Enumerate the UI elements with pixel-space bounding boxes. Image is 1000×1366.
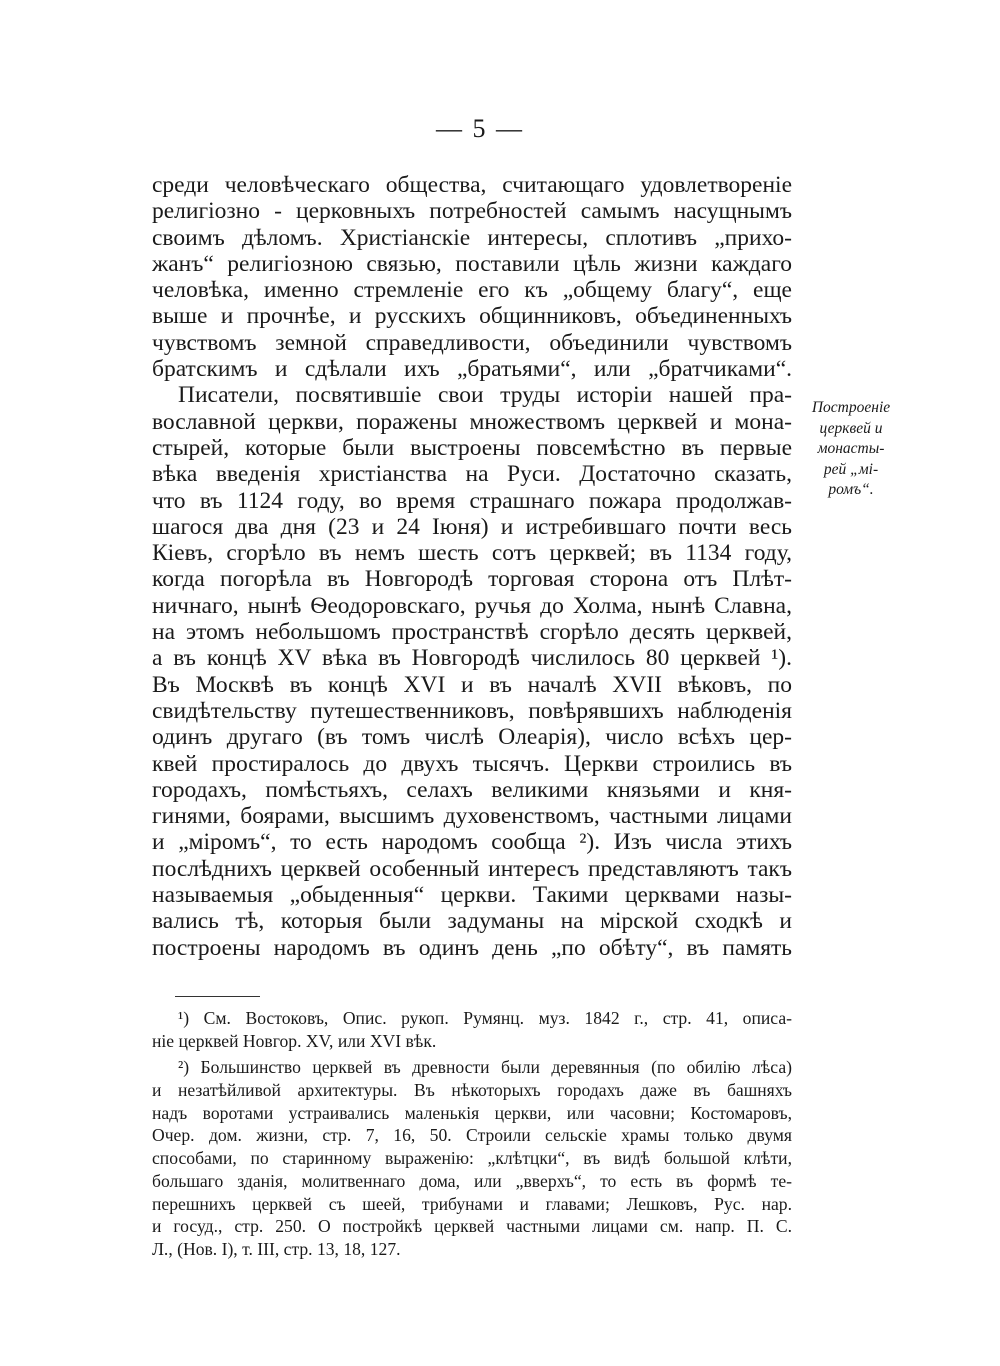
page-number: — 5 —	[436, 114, 524, 143]
marginal-note	[799, 398, 903, 501]
text-line: квей простиралось до двухъ тысячъ. Церкви строились въ	[152, 750, 792, 777]
text-line: Въ Москвѣ въ концѣ XVI и въ началѣ XVII вѣковъ, по	[152, 671, 792, 698]
text-line: городахъ, помѣстьяхъ, селахъ великими князьями и кня-	[152, 776, 792, 803]
marginal-note-line: ромъ“.	[828, 481, 874, 498]
text-line: чувствомъ земной справедливости, объединили чувствомъ	[152, 329, 792, 356]
text-line: стырей, которые были выстроены повсемѣстно въ первые	[152, 434, 792, 461]
text-line: на этомъ небольшомъ пространствѣ сгорѣло десять церквей,	[152, 619, 792, 646]
text-line: одинъ другаго (въ томъ числѣ Олеарія), число всѣхъ цер-	[152, 724, 792, 751]
text-line: что въ 1124 году, во время страшнаго пожара продолжав-	[152, 487, 792, 514]
footnote-line: ¹) См. Востоковъ, Опис. рукоп. Румянц. муз. 1842 г., стр. 41, описа-	[178, 1008, 792, 1028]
footnote-line: Л., (Нов. I), т. III, стр. 13, 18, 127.	[152, 1238, 401, 1259]
text-line: шагося два дня (23 и 24 Іюня) и истребившаго почти весь	[152, 513, 792, 540]
text-line: построены народомъ въ одинъ день „по обѣту“, въ память	[152, 934, 792, 961]
text-line: вались тѣ, которыя были задуманы на мірской сходкѣ и	[152, 908, 792, 935]
footnote-line: ²) Большинство церквей въ древности были деревянныя (по обилію лѣса)	[178, 1057, 792, 1078]
footnote-line: большаго зданія, молитвеннаго дома, или „вверхъ“, то есть въ формѣ те-	[152, 1170, 792, 1191]
footnotes-block	[152, 1007, 792, 1261]
text-line: а въ концѣ XV вѣка въ Новгородѣ числилось 80 церквей ¹).	[152, 645, 792, 672]
text-line: своимъ дѣломъ. Христіанскіе интересы, сплотивъ „прихо-	[152, 224, 792, 251]
footnote-separator	[175, 996, 260, 997]
text-line: Писатели, посвятившіе свои труды исторіи нашей пра-	[178, 382, 792, 409]
text-line: религіозно - церковныхъ потребностей самымъ насущнымъ	[152, 198, 792, 225]
text-line: свидѣтельству путешественниковъ, повѣрявшихъ наблюденія	[152, 697, 792, 724]
text-line: братскимъ и сдѣлали ихъ „братьями“, или „братчиками“.	[152, 356, 792, 383]
text-line: выше и прочнѣе, и русскихъ общинниковъ, объединенныхъ	[152, 303, 792, 330]
marginal-note-line: церквей и	[819, 419, 883, 437]
text-line: гинями, боярами, высшимъ духовенствомъ, частными лицами	[152, 803, 792, 830]
text-line: человѣка, именно стремленіе его къ „общему благу“, еще	[152, 277, 792, 304]
text-line: когда погорѣла въ Новгородѣ торговая сторона отъ Плѣт-	[152, 566, 792, 593]
text-line: и „міромъ“, то есть народомъ сообща ²). Изъ числа этихъ	[152, 829, 792, 856]
text-line: вославной церкви, поражены множествомъ церквей и мона-	[152, 408, 792, 435]
main-text-block	[152, 172, 792, 961]
footnote-line: ніе церквей Новгор. XV, или XVI вѣк.	[152, 1030, 437, 1051]
footnote-line: и незатѣйливой архитектуры. Въ нѣкоторыхъ городахъ даже въ башняхъ	[152, 1080, 792, 1101]
footnote-line: способами, по старинному выраженію: „клѣтцки“, въ видѣ большой клѣти,	[152, 1148, 792, 1169]
text-line: называемыя „обыденныя“ церкви. Такими церквами назы-	[152, 882, 792, 909]
text-line: Кіевъ, сгорѣло въ немъ шесть сотъ церквей; въ 1134 году,	[152, 540, 792, 567]
footnote-line: надъ воротами устраивались маленькія церкви, или часовни; Костомаровъ,	[152, 1102, 792, 1123]
footnote-line: перешнихъ церквей съ шеей, трибунами и главами; Лешковъ, Рус. нар.	[152, 1193, 792, 1214]
text-line: среди человѣческаго общества, считающаго удовлетвореніе	[152, 172, 792, 198]
text-line: вѣка введенія христіанства на Руси. Достаточно сказать,	[152, 461, 792, 488]
text-line: жанъ“ религіозною связью, поставили цѣль жизни каждаго	[152, 250, 792, 277]
footnote-line: Очер. дом. жизни, стр. 7, 16, 50. Строили сельскіе храмы только двумя	[152, 1125, 792, 1146]
marginal-note-line: рей „мі-	[823, 460, 879, 478]
text-line: ничнаго, нынѣ Ѳеодоровскаго, ручья до Холма, нынѣ Славна,	[152, 592, 792, 619]
marginal-note-line: монасты-	[817, 440, 885, 457]
text-line: послѣднихъ церквей особенный интересъ представляютъ такъ	[152, 855, 792, 882]
footnote-line: и госуд., стр. 250. О постройкѣ церквей частными лицами см. напр. П. С.	[152, 1216, 792, 1237]
marginal-note-line: Построеніе	[811, 399, 891, 416]
